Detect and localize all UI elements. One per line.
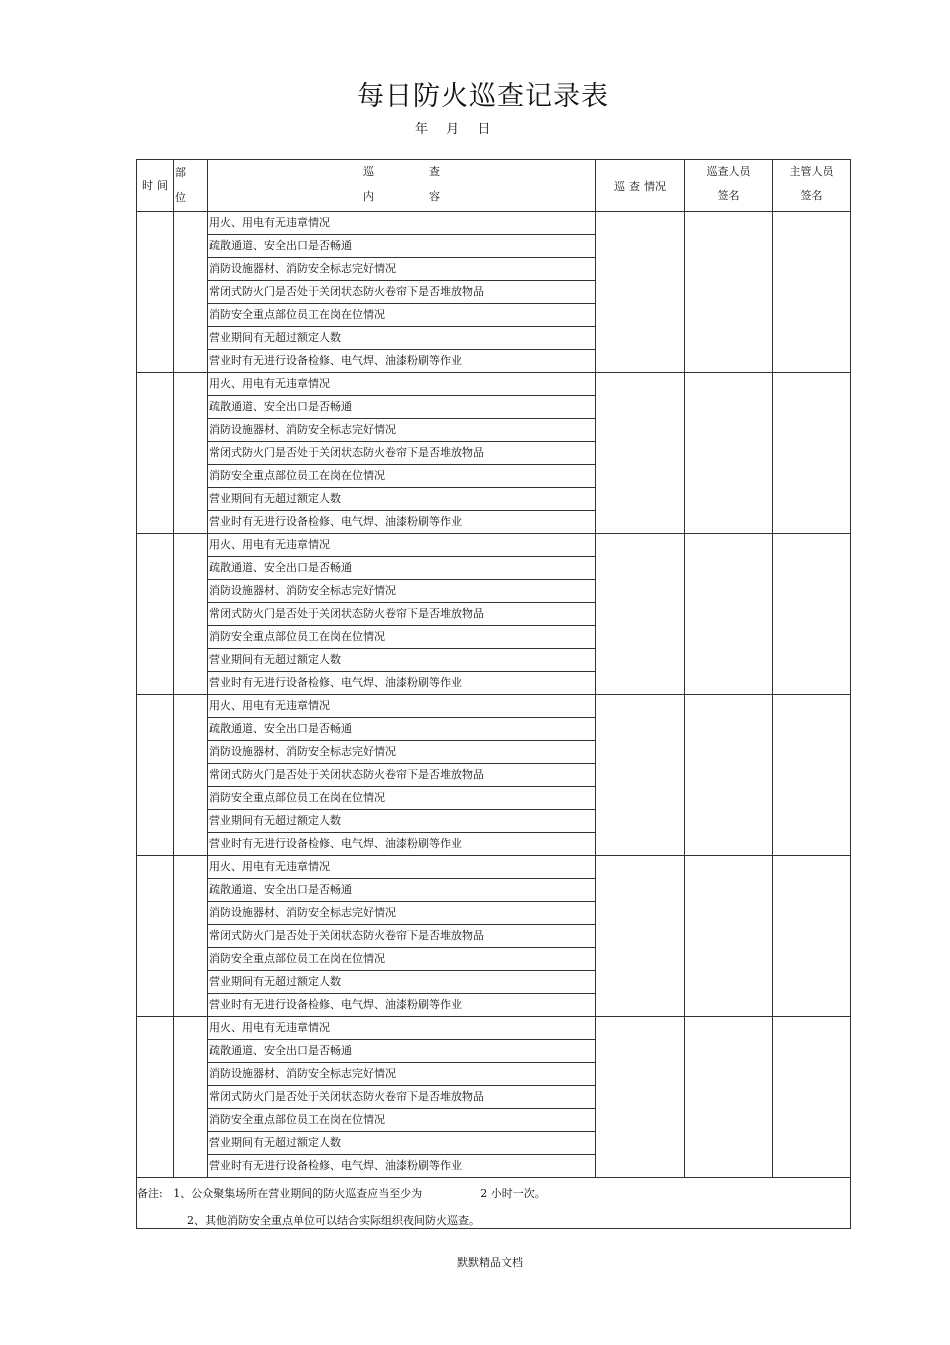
check-item: 消防安全重点部位员工在岗在位情况 (208, 1109, 595, 1132)
situation-cell[interactable] (596, 534, 685, 695)
time-cell[interactable] (137, 373, 174, 534)
check-item: 用火、用电有无违章情况 (208, 534, 595, 557)
items-cell (208, 373, 596, 534)
inspection-group (137, 212, 851, 373)
check-item: 疏散通道、安全出口是否畅通 (208, 1040, 595, 1063)
check-item: 消防设施器材、消防安全标志完好情况 (208, 902, 595, 925)
inspector-sign-cell[interactable] (685, 212, 773, 373)
check-item: 常闭式防火门是否处于关闭状态防火卷帘下是否堆放物品 (208, 1086, 595, 1109)
check-item: 消防安全重点部位员工在岗在位情况 (208, 626, 595, 649)
header-part: 部 位 (174, 160, 208, 212)
check-item: 营业时有无进行设备检修、电气焊、油漆粉刷等作业 (209, 837, 462, 850)
items-cell (208, 212, 596, 373)
situation-cell[interactable] (596, 856, 685, 1017)
inspection-group (137, 856, 851, 1017)
situation-cell[interactable] (596, 695, 685, 856)
date-month: 月 (446, 122, 460, 137)
check-item: 用火、用电有无违章情况 (208, 695, 595, 718)
supervisor-sign-cell[interactable] (773, 1017, 851, 1178)
part-cell[interactable] (174, 212, 208, 373)
inspection-groups (137, 212, 851, 1178)
time-cell[interactable] (137, 534, 174, 695)
items-cell (208, 1017, 596, 1178)
check-item: 常闭式防火门是否处于关闭状态防火卷帘下是否堆放物品 (208, 603, 595, 626)
check-item: 消防安全重点部位员工在岗在位情况 (208, 948, 595, 971)
situation-cell[interactable] (596, 212, 685, 373)
supervisor-sign-cell[interactable] (773, 695, 851, 856)
items-cell (208, 856, 596, 1017)
check-item: 营业期间有无超过额定人数 (208, 971, 595, 994)
header-situation: 巡 查 情况 (596, 160, 685, 212)
date-line (415, 118, 504, 137)
time-cell[interactable] (137, 856, 174, 1017)
check-item: 消防设施器材、消防安全标志完好情况 (208, 580, 595, 603)
check-item: 用火、用电有无违章情况 (208, 212, 595, 235)
footer-text: 默默精品文档 (457, 1256, 523, 1269)
inspection-group (137, 695, 851, 856)
items-cell (208, 695, 596, 856)
check-item: 疏散通道、安全出口是否畅通 (208, 557, 595, 580)
time-cell[interactable] (137, 1017, 174, 1178)
check-item: 常闭式防火门是否处于关闭状态防火卷帘下是否堆放物品 (208, 925, 595, 948)
time-cell[interactable] (137, 212, 174, 373)
note-line-1: 备注: 1、公众聚集场所在营业期间的防火巡查应当至少为 2 小时一次。 (137, 1187, 546, 1200)
page-title: 每日防火巡查记录表 (357, 81, 609, 112)
part-cell[interactable] (174, 695, 208, 856)
supervisor-sign-cell[interactable] (773, 373, 851, 534)
check-item: 消防安全重点部位员工在岗在位情况 (208, 787, 595, 810)
check-item: 用火、用电有无违章情况 (208, 1017, 595, 1040)
notes-cell (137, 1178, 851, 1229)
situation-cell[interactable] (596, 373, 685, 534)
inspection-table (136, 159, 851, 1229)
date-year: 年 (415, 122, 429, 137)
check-item: 用火、用电有无违章情况 (208, 856, 595, 879)
check-item: 常闭式防火门是否处于关闭状态防火卷帘下是否堆放物品 (208, 442, 595, 465)
part-cell[interactable] (174, 1017, 208, 1178)
supervisor-sign-cell[interactable] (773, 534, 851, 695)
check-item: 营业期间有无超过额定人数 (208, 488, 595, 511)
check-item: 营业时有无进行设备检修、电气焊、油漆粉刷等作业 (209, 515, 462, 528)
time-cell[interactable] (137, 695, 174, 856)
inspector-sign-cell[interactable] (685, 534, 773, 695)
check-item: 疏散通道、安全出口是否畅通 (208, 235, 595, 258)
header-inspector-sign: 巡查人员 签名 (685, 160, 773, 212)
note-line-2: 2、其他消防安全重点单位可以结合实际组织夜间防火巡查。 (187, 1214, 480, 1227)
check-item: 常闭式防火门是否处于关闭状态防火卷帘下是否堆放物品 (208, 281, 595, 304)
check-item: 营业期间有无超过额定人数 (208, 810, 595, 833)
header-row (137, 160, 851, 212)
situation-cell[interactable] (596, 1017, 685, 1178)
inspector-sign-cell[interactable] (685, 856, 773, 1017)
check-item: 营业时有无进行设备检修、电气焊、油漆粉刷等作业 (209, 1159, 462, 1172)
header-content: 巡 查 内 容 (208, 160, 596, 212)
check-item: 消防安全重点部位员工在岗在位情况 (208, 465, 595, 488)
check-item: 用火、用电有无违章情况 (208, 373, 595, 396)
check-item: 消防设施器材、消防安全标志完好情况 (208, 419, 595, 442)
items-cell (208, 534, 596, 695)
check-item: 营业时有无进行设备检修、电气焊、油漆粉刷等作业 (209, 998, 462, 1011)
check-item: 疏散通道、安全出口是否畅通 (208, 718, 595, 741)
check-item: 疏散通道、安全出口是否畅通 (208, 396, 595, 419)
part-cell[interactable] (174, 373, 208, 534)
check-item: 疏散通道、安全出口是否畅通 (208, 879, 595, 902)
check-item: 消防安全重点部位员工在岗在位情况 (208, 304, 595, 327)
check-item: 营业期间有无超过额定人数 (208, 649, 595, 672)
inspector-sign-cell[interactable] (685, 695, 773, 856)
inspector-sign-cell[interactable] (685, 1017, 773, 1178)
check-item: 营业时有无进行设备检修、电气焊、油漆粉刷等作业 (209, 354, 462, 367)
check-item: 消防设施器材、消防安全标志完好情况 (208, 741, 595, 764)
check-item: 消防设施器材、消防安全标志完好情况 (208, 258, 595, 281)
check-item: 营业期间有无超过额定人数 (208, 327, 595, 350)
check-item: 消防设施器材、消防安全标志完好情况 (208, 1063, 595, 1086)
check-item: 常闭式防火门是否处于关闭状态防火卷帘下是否堆放物品 (208, 764, 595, 787)
inspection-group (137, 373, 851, 534)
supervisor-sign-cell[interactable] (773, 856, 851, 1017)
header-supervisor-sign: 主管人员 签名 (773, 160, 851, 212)
header-time: 时 间 (137, 160, 174, 212)
inspection-group (137, 1017, 851, 1178)
inspection-group (137, 534, 851, 695)
part-cell[interactable] (174, 534, 208, 695)
part-cell[interactable] (174, 856, 208, 1017)
date-day: 日 (477, 122, 491, 137)
check-item: 营业时有无进行设备检修、电气焊、油漆粉刷等作业 (209, 676, 462, 689)
supervisor-sign-cell[interactable] (773, 212, 851, 373)
inspector-sign-cell[interactable] (685, 373, 773, 534)
check-item: 营业期间有无超过额定人数 (208, 1132, 595, 1155)
